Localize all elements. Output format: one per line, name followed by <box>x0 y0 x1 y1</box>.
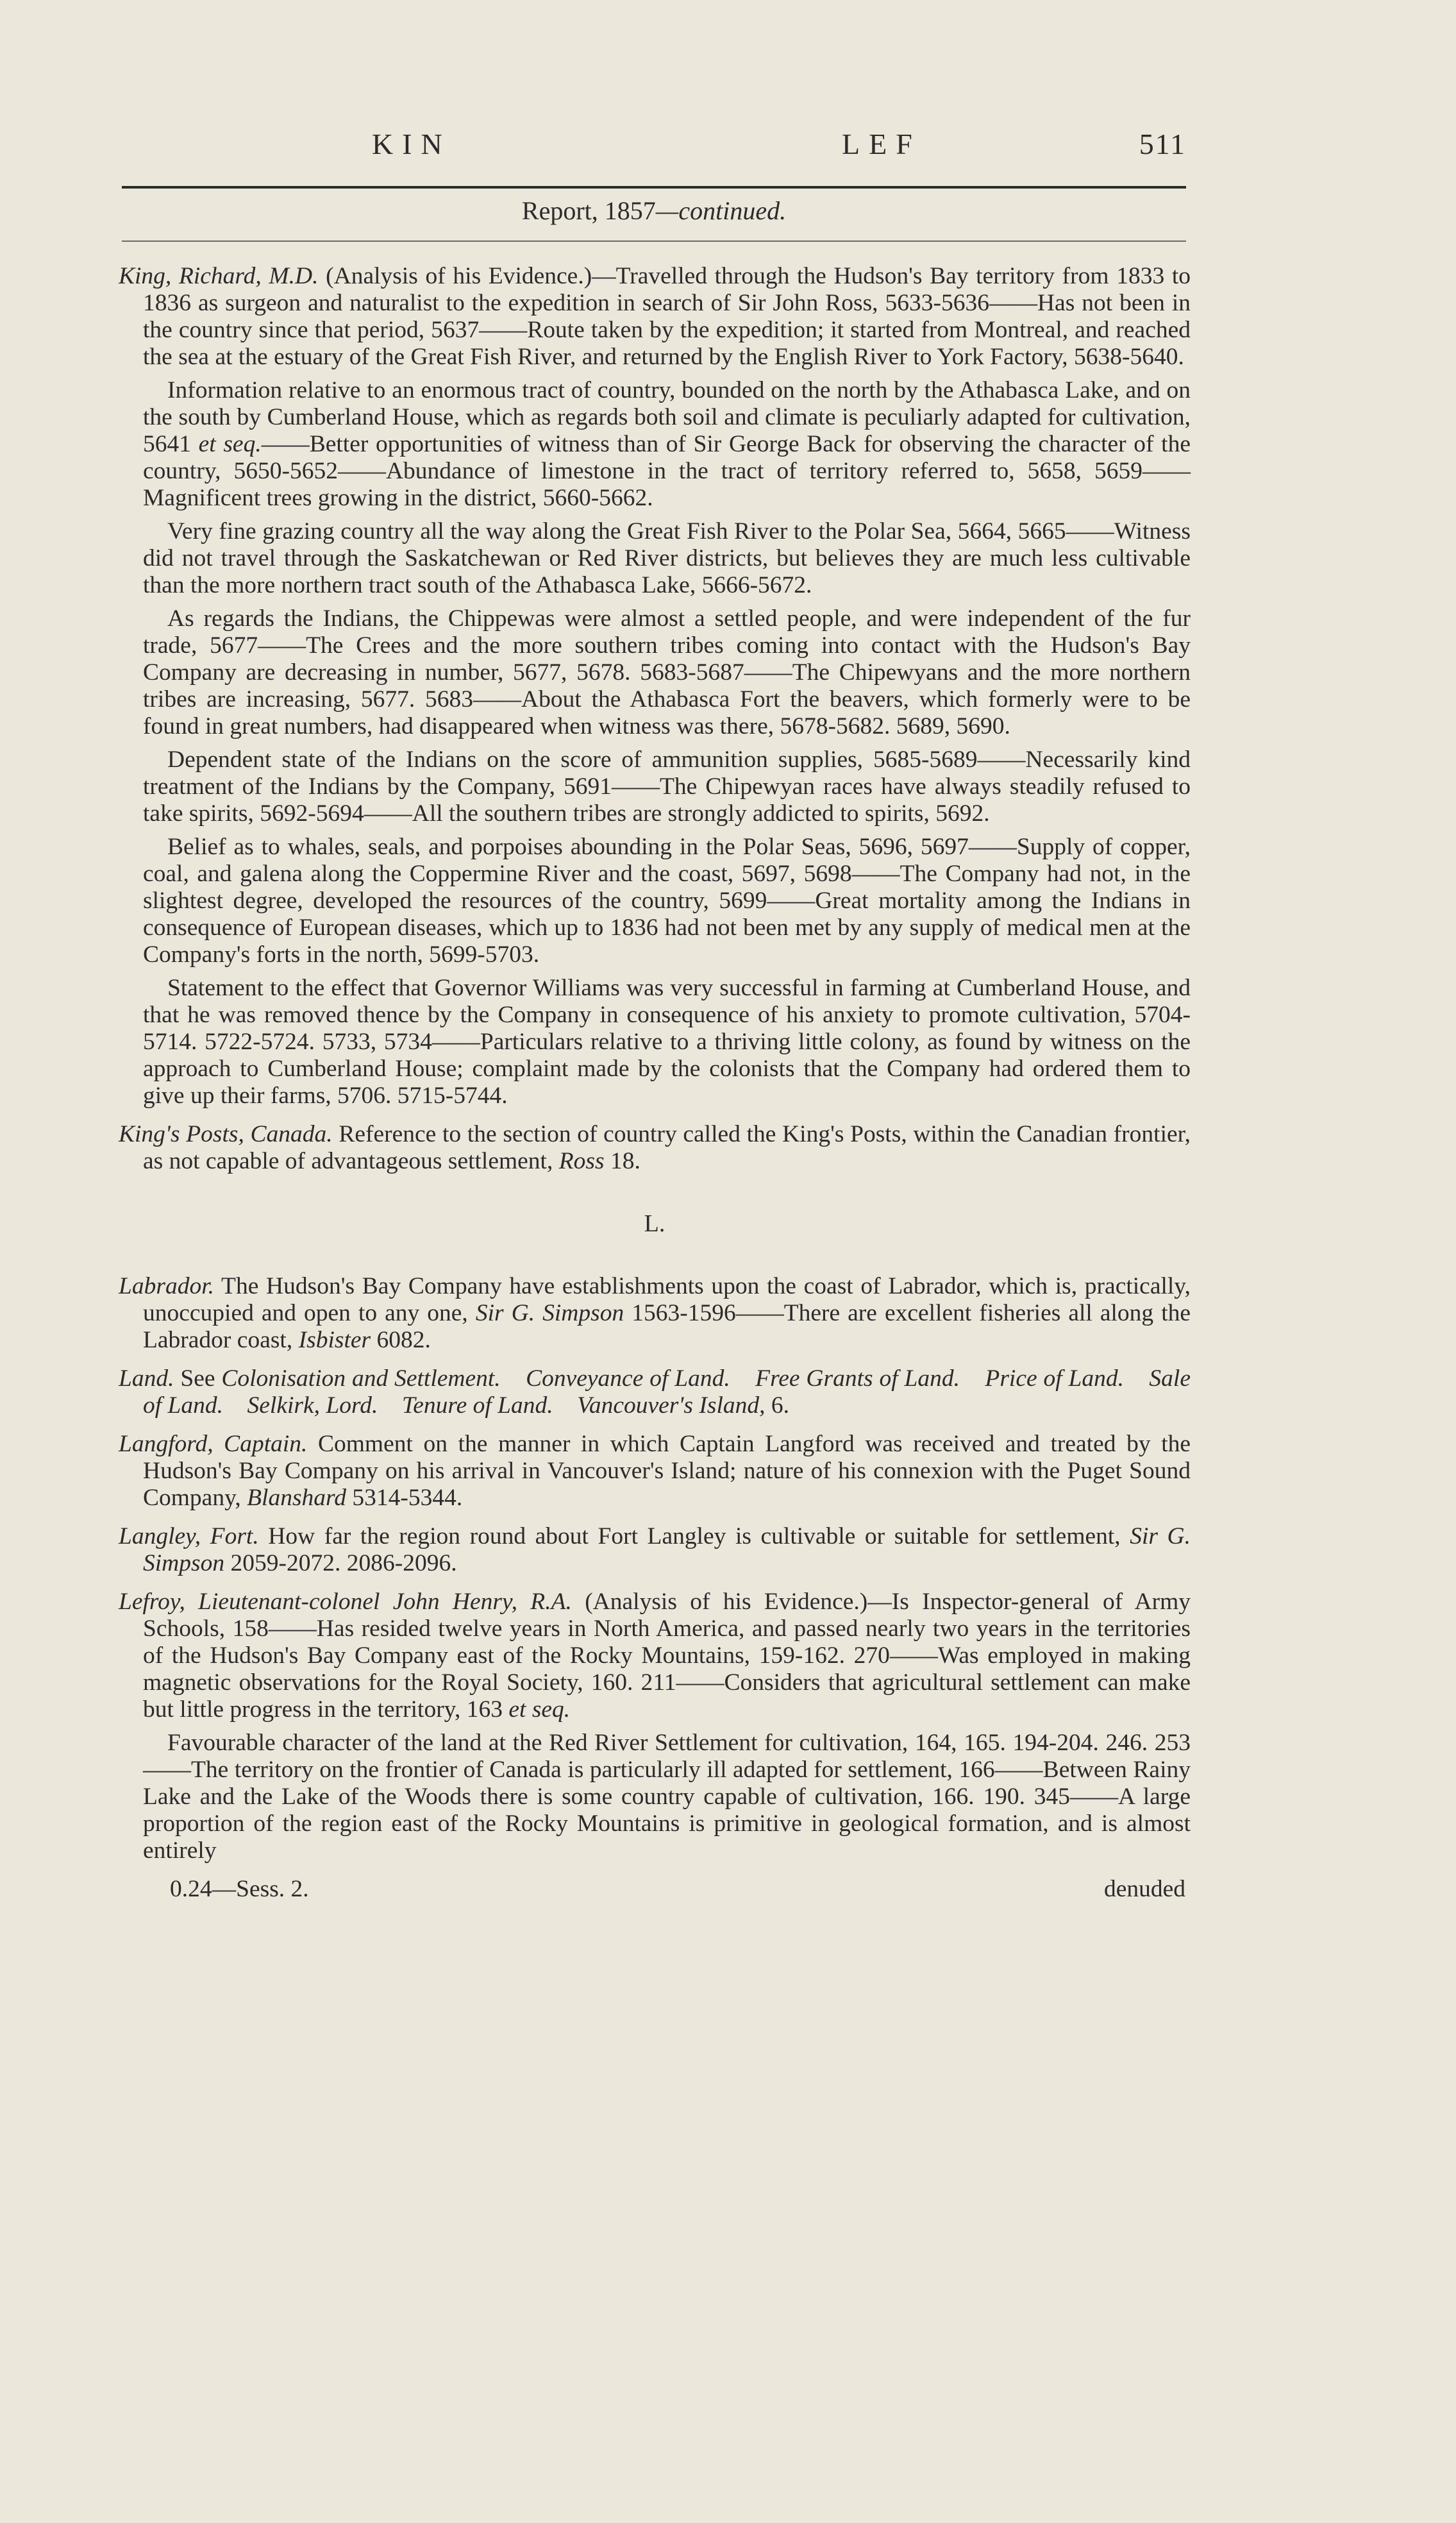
entry-heading: King's Posts, Canada. <box>119 1121 333 1147</box>
entry-king-richard <box>119 263 1191 1110</box>
entry-text: The Hudson's Bay Company have establishments upon the coast of Labrador, which is, practically, unoccupied and open to any one, <box>143 1273 1191 1326</box>
entry-paragraph <box>119 1365 1197 1419</box>
entry-paragraph: As regards the Indians, the Chippewas were almost a settled people, and were independent of the fur trade, 5677——The Crees and the more southern tribes coming into contact with the Hudson's Bay Company are decreasing in number, 5677, 5678. 5683-5687——The Chipewyans and the more northern tribes are increasing, 5677. 5683——About the Athabasca Fort the beavers, which formerly were to be found in great numbers, had disappeared when witness was there, 5678-5682. 5689, 5690. <box>143 605 1191 739</box>
entry-reference: 2059-2072. 2086-2096. <box>224 1550 457 1576</box>
subtitle-rule <box>122 240 1186 242</box>
entry-title: R.A. <box>530 1589 572 1615</box>
entry-paragraph: Belief as to whales, seals, and porpoises abounding in the Polar Seas, 5696, 5697——Supply of copper, coal, and galena along the Coppermine River and the coast, 5697, 5698——The Company had not, in the slightest degree, developed the resources of the country, 5699——Great mortality among the Indians in consequence of European diseases, which up to 1836 had not been met by any supply of medical men at the Company's forts in the north, 5699-5703. <box>143 834 1191 968</box>
entry-citation: Sir G. Simpson <box>475 1300 624 1326</box>
entry-text-italic: et seq. <box>508 1696 571 1723</box>
report-subtitle <box>122 196 1186 226</box>
entry-heading: Labrador. <box>119 1273 215 1299</box>
entry-reference: 1563-1596——There are excellent fisheries all along the Labrador coast, <box>143 1300 1191 1353</box>
entry-paragraph <box>119 1589 1191 1723</box>
entry-heading: Langford, Captain. <box>119 1431 308 1457</box>
entry-text: See <box>174 1365 222 1392</box>
entry-kings-posts <box>119 1121 1191 1175</box>
page-footer <box>119 1876 1191 1903</box>
entry-reference: 5314-5344. <box>346 1485 463 1511</box>
entry-text-italic: et seq. <box>198 431 262 457</box>
entry-langford <box>119 1431 1191 1512</box>
entry-title: M.D. <box>269 263 319 289</box>
entry-text: ——Better opportunities of witness than of Sir George Back for observing the character of the country, 5650-5652——Abundance of limestone in the tract of territory referred to, 5658, 5659——Magnificent trees growing in the district, 5660-5662. <box>143 431 1191 511</box>
index-content <box>119 263 1197 1903</box>
subtitle-main: Report, 1857 <box>521 196 656 225</box>
entry-land <box>119 1365 1197 1419</box>
entry-text: How far the region round about Fort Langley is cultivable or suitable for settlement, <box>258 1523 1130 1549</box>
entry-paragraph <box>119 1273 1191 1354</box>
entry-citation: Sir G. Simpson <box>143 1523 1191 1576</box>
entry-paragraph <box>119 1431 1191 1512</box>
entry-text: Information relative to an enormous tract of country, bounded on the north by the Athabasca Lake, and on the south by Cumberland House, which as regards both soil and climate is peculiarly adapted for cultivation, 5641 <box>143 377 1191 457</box>
subtitle-suffix: —continued. <box>655 196 787 225</box>
header-right-guideword: LEF <box>842 128 921 160</box>
entry-text: (Analysis of his Evidence.)—Is Inspector-general of Army Schools, 158——Has resided twelve years in North America, and passed nearly two years in the territories of the Hudson's Bay Company east of the Rocky Mountains, 159-162. 270——Was employed in making magnetic observations for the Royal Society, 160. 211——Considers that agricultural settlement can make but little progress in the territory, 163 <box>143 1589 1191 1723</box>
header-rule <box>122 186 1186 189</box>
footer-catchword: denuded <box>1103 1876 1185 1902</box>
entry-paragraph <box>119 377 1191 512</box>
section-letter: L. <box>644 1210 665 1237</box>
entry-paragraph: Statement to the effect that Governor Williams was very successful in farming at Cumberland House, and that he was removed thence by the Company in consequence of his anxiety to promote cultivation, 5704-5714. 5722-5724. 5733, 5734——Particulars relative to a thriving little colony, as found by witness on the approach to Cumberland House; complaint made by the colonists that the Company had ordered them to give up their farms, 5706. 5715-5744. <box>143 975 1191 1109</box>
entry-reference: 6. <box>765 1392 790 1419</box>
entry-heading: Lefroy, Lieutenant-colonel John Henry, <box>119 1589 517 1615</box>
entry-text: (Analysis of his Evidence.)—Travelled through the Hudson's Bay territory from 1833 to 1836 as surgeon and naturalist to the expedition in search of Sir John Ross, 5633-5636——Has not been in the country since that period, 5637——Route taken by the expedition; it started from Montreal, and reached the sea at the estuary of the Great Fish River, and returned by the English River to York Factory, 5638-5640. <box>143 263 1191 370</box>
entry-paragraph: Dependent state of the Indians on the score of ammunition supplies, 5685-5689——Necessarily kind treatment of the Indians by the Company, 5691——The Chipewyan races have always steadily refused to take spirits, 5692-5694——All the southern tribes are strongly addicted to spirits, 5692. <box>143 747 1191 827</box>
entry-citation: Isbister <box>298 1327 371 1353</box>
entry-langley <box>119 1523 1191 1577</box>
page-number: 511 <box>1139 128 1186 160</box>
entry-paragraph: Very fine grazing country all the way along the Great Fish River to the Polar Sea, 5664, 5665——Witness did not travel through the Saskatchewan or Red River districts, but believes they are much less cultivable than the more northern tract south of the Athabasca Lake, 5666-5672. <box>143 518 1191 598</box>
entry-text: Comment on the manner in which Captain Langford was received and treated by the Hudson's Bay Company on his arrival in Vancouver's Island; nature of his connexion with the Puget Sound Company, <box>143 1431 1191 1511</box>
entry-heading: Land. <box>119 1365 174 1392</box>
entry-reference: 6082. <box>371 1327 431 1353</box>
footer-signature: 0.24—Sess. 2. <box>170 1876 309 1902</box>
entry-cross-references: Colonisation and Settlement. Conveyance of Land. Free Grants of Land. Price of Land. Sale of Land. Selkirk, Lord. Tenure of Land. Vancouver's Island, <box>143 1365 1197 1419</box>
entry-text: Reference to the section of country called the King's Posts, within the Canadian frontier, as not capable of advantageous settlement, <box>143 1121 1191 1174</box>
header-left-guideword: KIN <box>372 128 451 160</box>
entry-citation: Ross <box>558 1148 605 1174</box>
entry-paragraph <box>119 1121 1191 1175</box>
entry-paragraph <box>119 1523 1191 1577</box>
entry-paragraph: Favourable character of the land at the Red River Settlement for cultivation, 164, 165. 194-204. 246. 253——The territory on the frontier of Canada is particularly ill adapted for settlement, 166——Between Rainy Lake and the Lake of the Woods there is some country capable of cultivation, 166. 190. 345——A large proportion of the region east of the Rocky Mountains is primitive in geological formation, and is almost entirely <box>143 1730 1191 1864</box>
running-header <box>122 127 1186 172</box>
entry-reference: 18. <box>604 1148 640 1174</box>
entry-citation: Blanshard <box>247 1485 347 1511</box>
entry-heading: Langley, Fort. <box>119 1523 259 1549</box>
entry-labrador <box>119 1273 1191 1354</box>
entry-paragraph <box>119 263 1191 371</box>
entry-lefroy <box>119 1589 1191 1864</box>
entry-heading: King, Richard, <box>119 263 262 289</box>
